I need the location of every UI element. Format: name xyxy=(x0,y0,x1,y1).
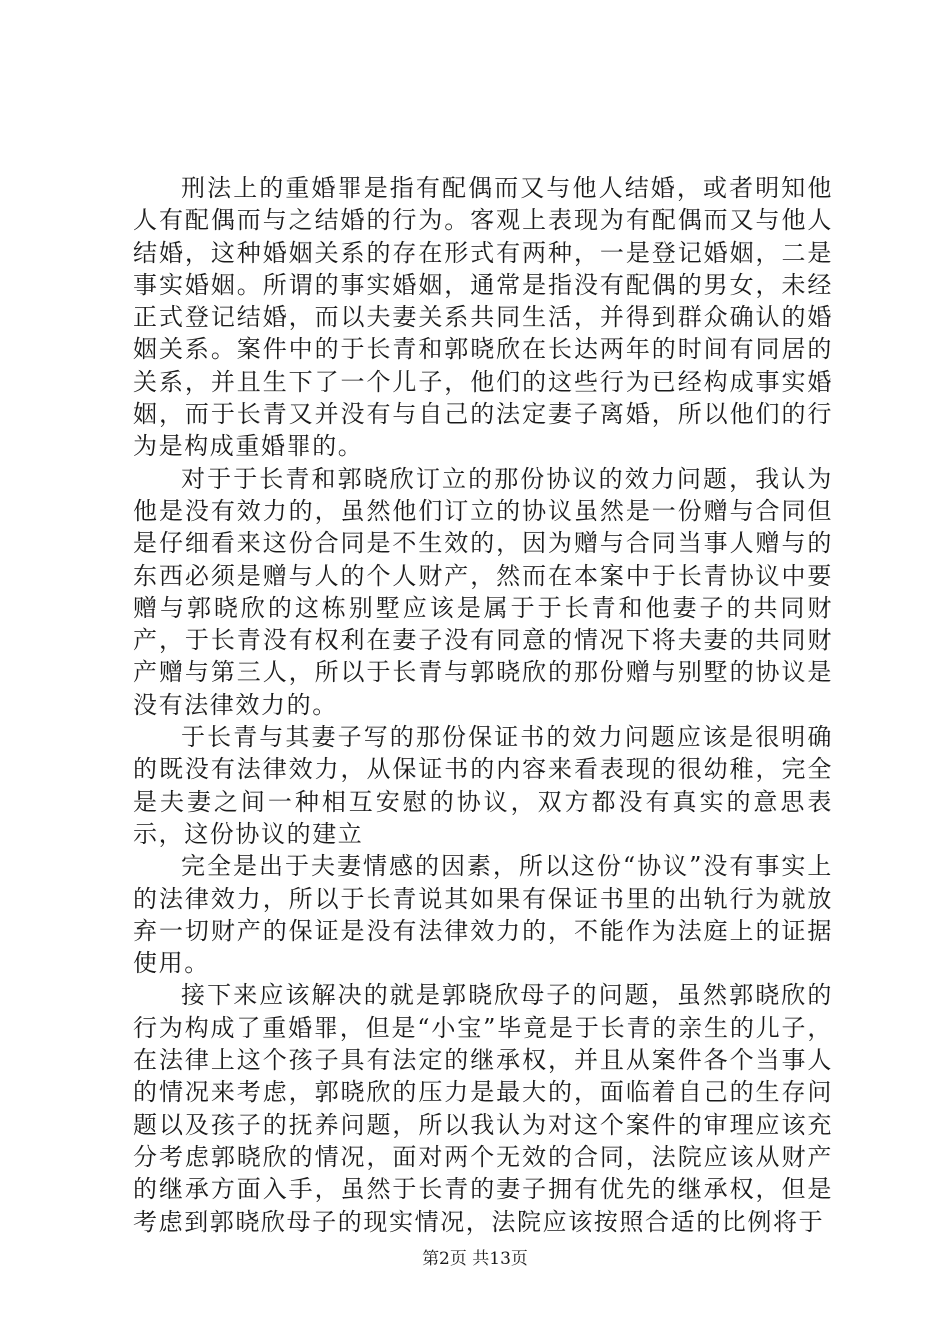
paragraph-3: 于长青与其妻子写的那份保证书的效力问题应该是很明确的既没有法律效力，从保证书的内容来看表现的很幼稚，完全是夫妻之间一种相互安慰的协议，双方都没有真实的意思表示，这份协议的建立 xyxy=(133,723,833,848)
paragraph-1: 刑法上的重婚罪是指有配偶而又与他人结婚，或者明知他人有配偶而与之结婚的行为。客观上表现为有配偶而又与他人结婚，这种婚姻关系的存在形式有两种，一是登记婚姻，二是事实婚姻。所谓的事实婚姻，通常是指没有配偶的男女，未经正式登记结婚，而以夫妻关系共同生活，并得到群众确认的婚姻关系。案件中的于长青和郭晓欣在长达两年的时间有同居的关系，并且生下了一个儿子，他们的这些行为已经构成事实婚姻，而于长青又并没有与自己的法定妻子离婚，所以他们的行为是构成重婚罪的。 xyxy=(133,174,833,461)
paragraph-5: 接下来应该解决的就是郭晓欣母子的问题，虽然郭晓欣的行为构成了重婚罪，但是“小宝”毕竟是于长青的亲生的儿子，在法律上这个孩子具有法定的继承权，并且从案件各个当事人的情况来考虑，郭晓欣的压力是最大的，面临着自己的生存问题以及孩子的抚养问题，所以我认为对这个案件的审理应该充分考虑郭晓欣的情况，面对两个无效的合同，法院应该从财产的继承方面入手，虽然于长青的妻子拥有优先的继承权，但是考虑到郭晓欣母子的现实情况，法院应该按照合适的比例将于 xyxy=(133,981,833,1236)
document-body xyxy=(133,172,833,1238)
paragraph-2: 对于于长青和郭晓欣订立的那份协议的效力问题，我认为他是没有效力的，虽然他们订立的协议虽然是一份赠与合同但是仔细看来这份合同是不生效的，因为赠与合同当事人赠与的东西必须是赠与人的个人财产，然而在本案中于长青协议中要赠与郭晓欣的这栋别墅应该是属于于长青和他妻子的共同财产，于长青没有权利在妻子没有同意的情况下将夫妻的共同财产赠与第三人，所以于长青与郭晓欣的那份赠与别墅的协议是没有法律效力的。 xyxy=(133,464,833,719)
paragraph-4: 完全是出于夫妻情感的因素，所以这份“协议”没有事实上的法律效力，所以于长青说其如果有保证书里的出轨行为就放弃一切财产的保证是没有法律效力的，不能作为法庭上的证据使用。 xyxy=(133,852,833,978)
page-footer: 第2页 共13页 xyxy=(422,1249,528,1269)
